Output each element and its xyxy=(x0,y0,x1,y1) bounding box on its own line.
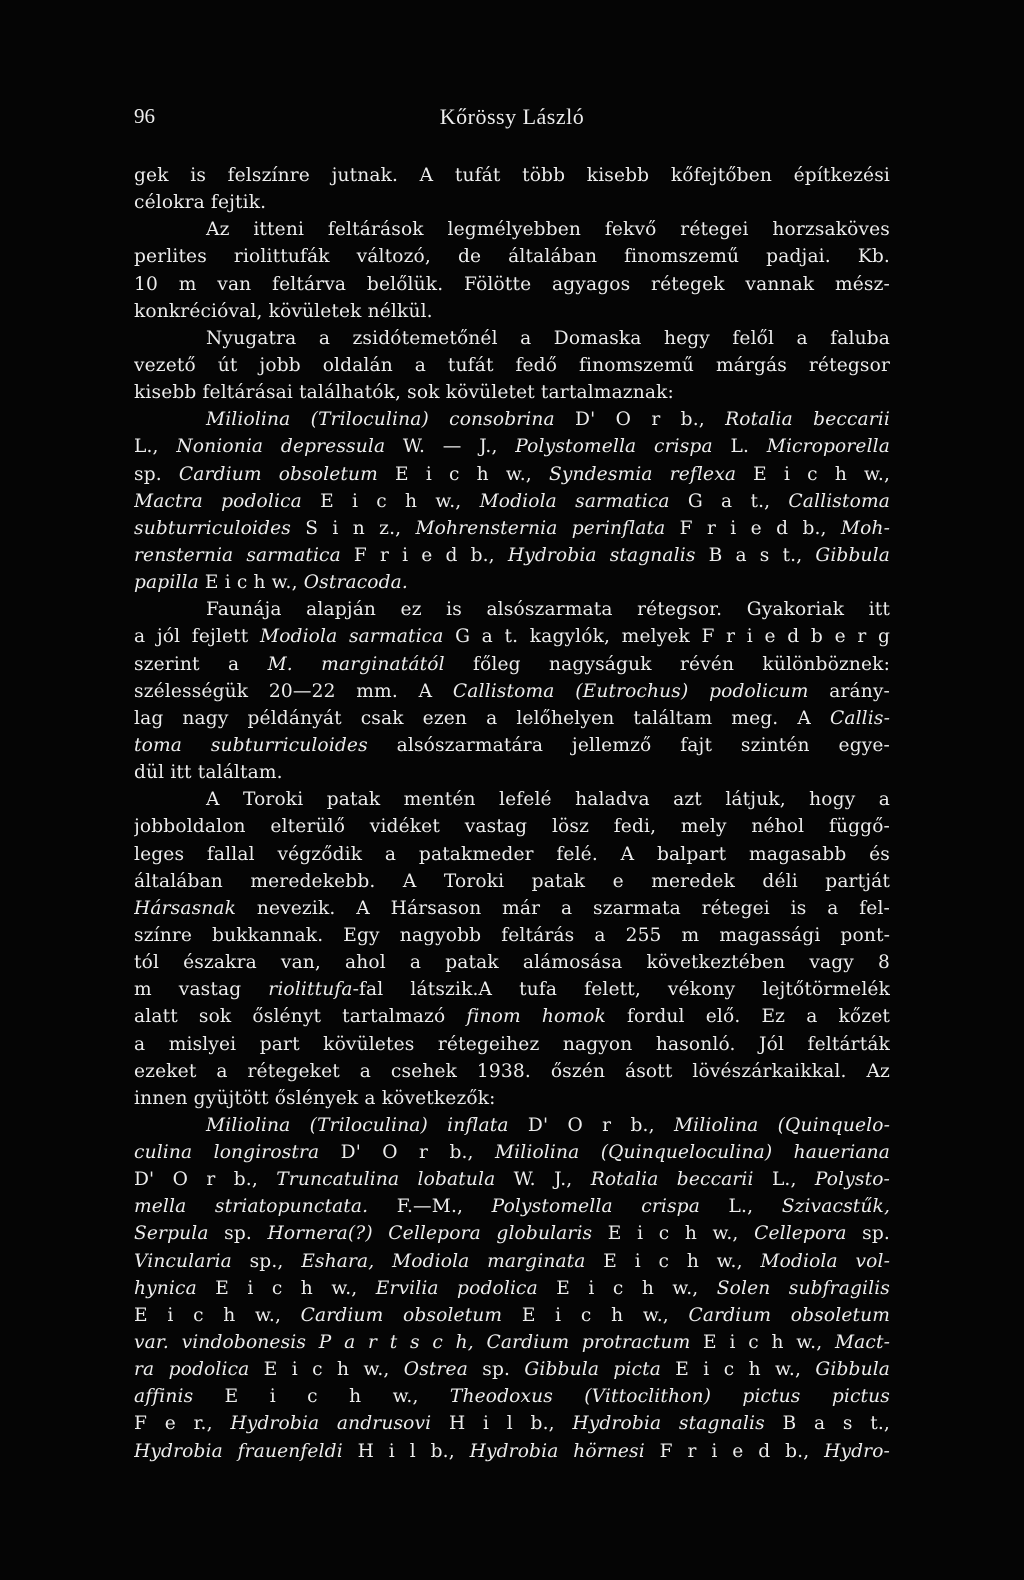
text-line: kisebb feltárásai találhatók, sok kövületet tartalmaznak: xyxy=(134,382,674,404)
text-line: Hydrobia frauenfeldi H i l b., Hydrobia hörnesi F r i e d b., Hydro- xyxy=(134,1440,890,1462)
text-line: vezető út jobb oldalán a tufát fedő finomszemű márgás rétegsor xyxy=(134,354,890,376)
text-line: ra podolica E i c h w., Ostrea sp. Gibbula picta E i c h w., Gibbula xyxy=(134,1359,890,1381)
text-line: lag nagy példányát csak ezen a lelőhelyen találtam meg. A Callis- xyxy=(134,707,890,729)
text-line: mella striatopunctata. F.—M., Polystomella crispa L., Szivacstűk, xyxy=(134,1196,890,1218)
text-line: hynica E i c h w., Ervilia podolica E i c h w., Solen subfragilis xyxy=(134,1277,890,1299)
text-line: culina longirostra D' O r b., Miliolina (Quinqueloculina) haueriana xyxy=(134,1142,890,1164)
text-line: alatt sok őslényt tartalmazó finom homok fordul elő. Ez a kőzet xyxy=(134,1006,890,1028)
text-line: a jól fejlett Modiola sarmatica G a t. kagylók, melyek F r i e d b e r g xyxy=(134,626,890,648)
text-line: var. vindobonesis P a r t s c h, Cardium protractum E i c h w., Mact- xyxy=(134,1332,890,1354)
text-line: leges fallal végződik a patakmeder felé. A balpart magasabb és xyxy=(134,843,890,865)
text-line: m vastag riolittufa-fal látszik.A tufa felett, vékony lejtőtörmelék xyxy=(134,979,890,1001)
text-line: Az itteni feltárások legmélyebben fekvő rétegei horzsaköves xyxy=(206,219,890,241)
page-number: 96 xyxy=(134,104,155,128)
text-line: Serpula sp. Hornera(?) Cellepora globularis E i c h w., Cellepora sp. xyxy=(134,1223,890,1245)
text-line: általában meredekebb. A Toroki patak e meredek déli partját xyxy=(134,870,890,892)
text-line: ezeket a rétegeket a csehek 1938. őszén ásott lövészárkaikkal. Az xyxy=(134,1060,890,1082)
text-line: A Toroki patak mentén lefelé haladva azt látjuk, hogy a xyxy=(206,789,890,811)
text-line: Miliolina (Triloculina) consobrina D' O r b., Rotalia beccarii xyxy=(206,409,890,431)
text-line: D' O r b., Truncatulina lobatula W. J., Rotalia beccarii L., Polysto- xyxy=(134,1169,890,1191)
text-line: 10 m van feltárva belőlük. Fölötte agyagos rétegek vannak mész- xyxy=(134,273,890,295)
running-head: Kőrössy László xyxy=(439,104,585,129)
text-line: gek is felszínre jutnak. A tufát több kisebb kőfejtőben építkezési xyxy=(134,165,890,186)
text-line: rensternia sarmatica F r i e d b., Hydrobia stagnalis B a s t., Gibbula xyxy=(134,544,890,566)
text-line: E i c h w., Cardium obsoletum E i c h w., Cardium obsoletum xyxy=(134,1304,890,1326)
page-header xyxy=(134,104,890,134)
text-line: innen gyüjtött őslények a következők: xyxy=(134,1087,496,1109)
text-line: sp. Cardium obsoletum E i c h w., Syndesmia reflexa E i c h w., xyxy=(134,463,890,485)
text-line: affinis E i c h w., Theodoxus (Vittoclithon) pictus pictus xyxy=(134,1386,890,1408)
text-line: Vincularia sp., Eshara, Modiola marginata E i c h w., Modiola vol- xyxy=(134,1250,890,1272)
text-line: szélességük 20—22 mm. A Callistoma (Eutrochus) podolicum arány- xyxy=(134,680,890,702)
text-line: a mislyei part kövületes rétegeihez nagyon hasonló. Jól feltárták xyxy=(134,1033,890,1055)
text-line: subturriculoides S i n z., Mohrensternia perinflata F r i e d b., Moh- xyxy=(134,517,890,539)
text-line: szerint a M. marginatától főleg nagyságuk révén különböznek: xyxy=(134,653,890,675)
text-line: Hársasnak nevezik. A Hársason már a szarmata rétegei is a fel- xyxy=(134,897,890,919)
text-line: Mactra podolica E i c h w., Modiola sarmatica G a t., Callistoma xyxy=(134,490,890,512)
text-line: L., Nonionia depressula W. — J., Polystomella crispa L. Microporella xyxy=(134,436,890,458)
text-line: Nyugatra a zsidótemetőnél a Domaska hegy felől a faluba xyxy=(206,327,890,349)
text-line: tól északra van, ahol a patak alámosása következtében vagy 8 xyxy=(134,952,890,974)
text-line: F e r., Hydrobia andrusovi H i l b., Hydrobia stagnalis B a s t., xyxy=(134,1413,890,1435)
text-line: perlites riolittufák változó, de általában finomszemű padjai. Kb. xyxy=(134,246,890,268)
text-line: Miliolina (Triloculina) inflata D' O r b., Miliolina (Quinquelo- xyxy=(206,1114,890,1136)
text-line: Faunája alapján ez is alsószarmata rétegsor. Gyakoriak itt xyxy=(206,599,890,621)
text-line: jobboldalon elterülő vidéket vastag lösz fedi, mely néhol függő- xyxy=(134,816,890,838)
text-line: toma subturriculoides alsószarmatára jellemző fajt szintén egye- xyxy=(134,734,890,756)
text-line: színre bukkannak. Egy nagyobb feltárás a 255 m magassági pont- xyxy=(134,924,890,946)
body-text xyxy=(134,162,890,1465)
text-line: dül itt találtam. xyxy=(134,762,283,784)
text-line: papilla E i c h w., Ostracoda. xyxy=(134,572,408,594)
text-line: célokra fejtik. xyxy=(134,192,267,214)
text-line: konkrécióval, kövületek nélkül. xyxy=(134,300,433,322)
